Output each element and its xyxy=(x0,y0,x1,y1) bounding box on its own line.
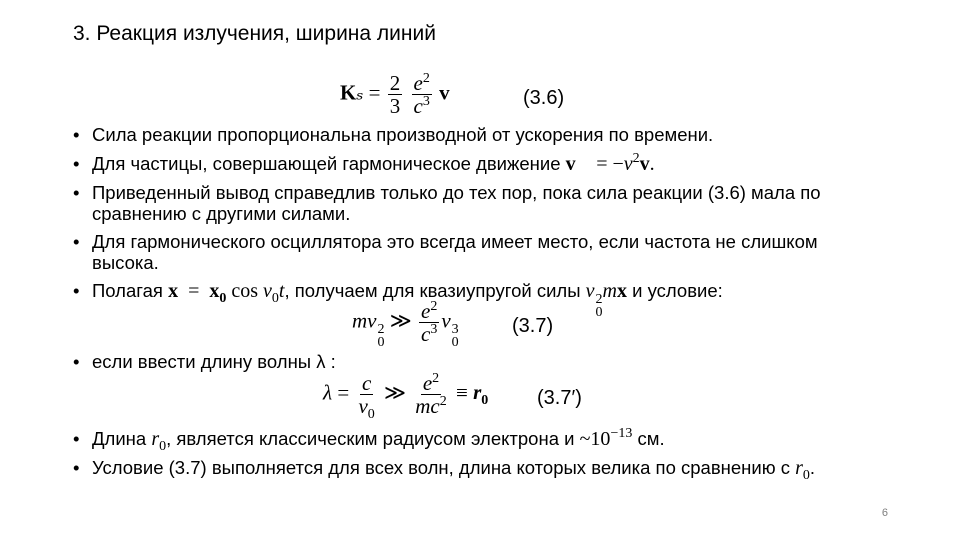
bullet-harmonic-motion xyxy=(73,153,873,175)
formula-r0-compare: $r_0$ xyxy=(795,457,810,483)
bullet-oscillator: • Для гармонического осциллятора это всегда имеет место, если частота не слишком высока. xyxy=(73,231,873,273)
equation-3-7-prime-number: (3.7′) xyxy=(537,387,582,409)
formula-r0: $r_0$ xyxy=(151,428,167,454)
bullet-quasielastic-middle: , получаем для квазиупругой силы xyxy=(284,280,586,301)
bullet-classical-radius-prefix: Длина xyxy=(92,428,152,449)
bullet-condition xyxy=(73,457,873,483)
slide-title: 3. Реакция излучения, ширина линий xyxy=(73,22,436,45)
bullet-classical-radius xyxy=(73,426,873,454)
bullet-reaction-force: • Сила реакции пропорциональна производной от ускорения по времени. xyxy=(73,124,873,145)
formula-harmonic: v⃛ = $-\nu^2v$. xyxy=(565,151,655,175)
bullet-quasielastic-suffix: и условие: xyxy=(627,280,723,301)
formula-quasielastic-force: ν 2 0 mx xyxy=(585,280,627,320)
bullet-classical-radius-middle: , является классическим радиусом электрона и xyxy=(166,428,580,449)
bullet-wavelength: • если ввести длину волны λ : xyxy=(73,351,873,372)
equation-3-7-prime: λ = $\frac{c}{\nu_0}$ ≫ $\frac{e^2}{mc^2}$ ≡ $r_0$ xyxy=(323,371,489,422)
page-number: 6 xyxy=(881,507,888,519)
equation-3-7: mν 2 0 ≫ $\frac{e^2}{c^3}$ ν 3 0 xyxy=(352,299,459,351)
formula-x-cos: $x = x_0$ $\cos \nu_0t$ xyxy=(168,280,285,306)
bullet-condition-suffix: . xyxy=(809,457,816,478)
equation-3-7-number: (3.7) xyxy=(512,315,554,337)
bullet-quasielastic-prefix: Полагая xyxy=(92,280,169,301)
bullet-classical-radius-suffix: см. xyxy=(632,428,665,449)
bullet-harmonic-text: Для частицы, совершающей гармоническое движение xyxy=(92,153,566,174)
equation-3-6-number: (3.6) xyxy=(523,87,565,109)
bullet-quasielastic xyxy=(73,280,873,319)
equation-3-6: Kₛ = $\frac{2}{3}$ $\frac{e^2}{c^3}$ v⃛ xyxy=(340,71,466,118)
bullet-derivation-validity: • Приведенный вывод справедлив только до тех пор, пока сила реакции (3.6) мала по сравнению с другими силами. xyxy=(73,182,873,224)
formula-order-of-magnitude: $\sim 10^{-13}$ xyxy=(579,426,633,450)
bullet-condition-prefix: Условие (3.7) выполняется для всех волн, длина которых велика по сравнению с xyxy=(92,457,796,478)
